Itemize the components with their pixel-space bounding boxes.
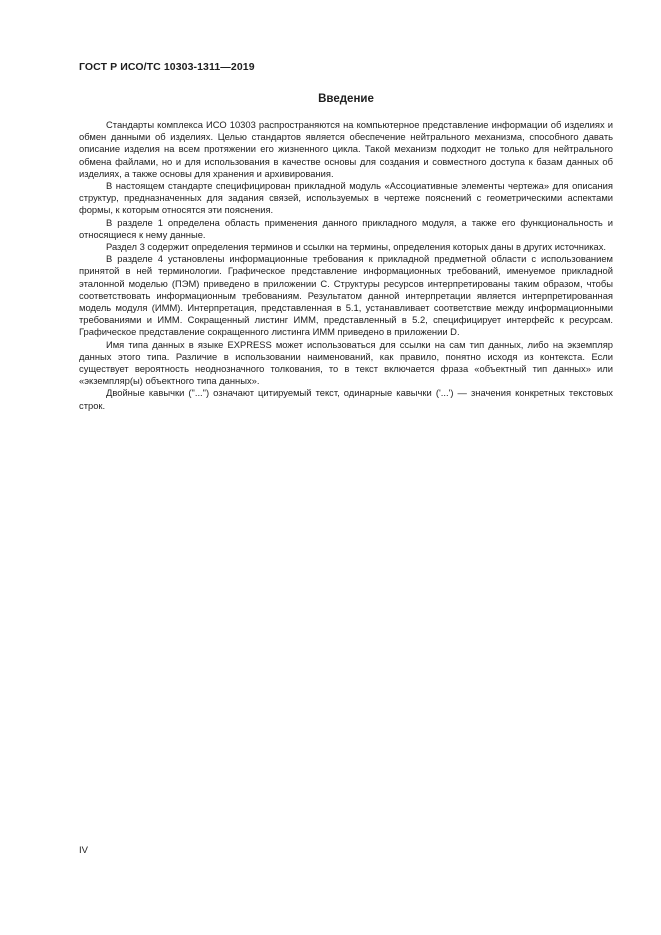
paragraph: В настоящем стандарте специфицирован прикладной модуль «Ассоциативные элементы чертежа» для описания структур, предназначенных для задания связей, используемых в чертеже пояснений с геометрическими аспектами формы, к которым относятся эти пояснения. <box>79 180 613 216</box>
paragraph: Имя типа данных в языке EXPRESS может использоваться для ссылки на сам тип данных, либо на экземпляр данных этого типа. Различие в использовании наименований, как правило, понятно исходя из контекста. Если существует вероятность неоднозначного толкования, то в текст включается фраза «объектный тип данных» или «экземпляр(ы) объектного типа данных». <box>79 338 613 387</box>
section-title: Введение <box>318 93 374 105</box>
paragraph: Раздел 3 содержит определения терминов и ссылки на термины, определения которых даны в других источниках. <box>106 241 607 253</box>
body-text <box>79 119 613 412</box>
paragraph: В разделе 4 установлены информационные требования к прикладной предметной области с использованием принятой в ней терминологии. Графическое представление информационных требований, именуемое прикладной эталонной моделью (ПЭМ) приведено в приложении С. Структуры ресурсов интерпретированы таким образом, чтобы соответствовать информационным требованиям. Результатом данной интерпретации является интерпретированная модель модуля (ИММ). Интерпретация, представленная в 5.1, устанавливает соответствие между информационными требованиями и ИММ. Сокращенный листинг ИММ, представленный в 5.2, специфицирует интерфейс к ресурсам. Графическое представление сокращенного листинга ИММ приведено в приложении D. <box>79 253 613 338</box>
page-number: IV <box>79 845 88 856</box>
document-header: ГОСТ Р ИСО/ТС 10303-1311—2019 <box>79 61 255 73</box>
paragraph: Двойные кавычки ("...") означают цитируемый текст, одинарные кавычки ('...') — значения конкретных текстовых строк. <box>79 387 613 411</box>
paragraph: Стандарты комплекса ИСО 10303 распространяются на компьютерное представление информации об изделиях и обмен данными об изделиях. Целью стандартов является обеспечение нейтрального механизма, способного давать описание изделия на всем протяжении его жизненного цикла. Такой механизм подходит не только для нейтрального обмена файлами, но и для использования в качестве основы для создания и совместного доступа к базам данных об изделиях, а также основы для хранения и архивирования. <box>79 119 613 179</box>
paragraph: В разделе 1 определена область применения данного прикладного модуля, а также его функциональность и относящиеся к нему данные. <box>79 216 613 240</box>
